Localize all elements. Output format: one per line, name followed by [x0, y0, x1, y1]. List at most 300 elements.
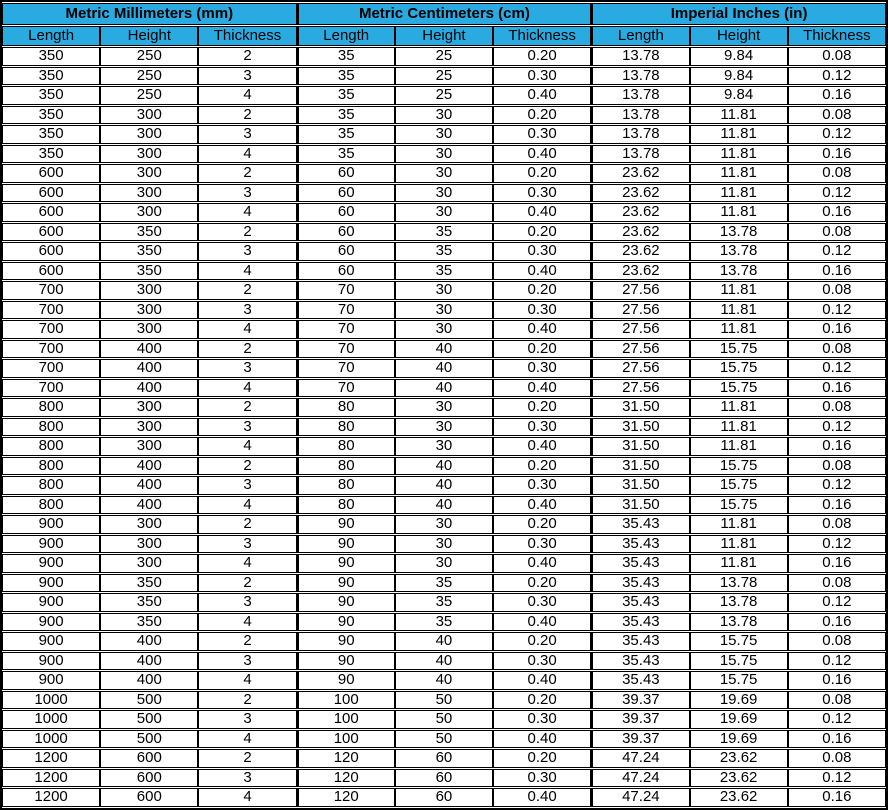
cell: 15.75	[690, 359, 788, 378]
cell: 80	[297, 398, 395, 417]
cell: 30	[395, 320, 493, 339]
table-row	[2, 574, 886, 593]
cell: 2	[198, 574, 296, 593]
cell: 1000	[2, 691, 100, 710]
cell: 0.40	[493, 145, 591, 164]
cell: 60	[297, 164, 395, 183]
cell: 40	[395, 476, 493, 495]
cell: 23.62	[591, 184, 689, 203]
cell: 600	[2, 242, 100, 261]
table-row	[2, 47, 886, 66]
cell: 35.43	[591, 574, 689, 593]
cell: 0.12	[788, 652, 886, 671]
cell: 23.62	[591, 262, 689, 281]
cell: 39.37	[591, 710, 689, 729]
cell: 0.40	[493, 437, 591, 456]
cell: 4	[198, 613, 296, 632]
cell: 300	[100, 301, 198, 320]
cell: 0.20	[493, 398, 591, 417]
cell: 700	[2, 379, 100, 398]
table-row	[2, 593, 886, 612]
cell: 2	[198, 47, 296, 66]
cell: 15.75	[690, 671, 788, 690]
cell: 31.50	[591, 418, 689, 437]
group-title-in: Imperial Inches (in)	[591, 3, 886, 25]
cell: 500	[100, 691, 198, 710]
cell: 90	[297, 671, 395, 690]
cell: 27.56	[591, 320, 689, 339]
cell: 80	[297, 457, 395, 476]
cell: 39.37	[591, 691, 689, 710]
table-row	[2, 710, 886, 729]
cell: 25	[395, 86, 493, 105]
cell: 30	[395, 203, 493, 222]
cell: 0.12	[788, 593, 886, 612]
cell: 13.78	[591, 106, 689, 125]
cell: 35.43	[591, 632, 689, 651]
cell: 35	[395, 242, 493, 261]
cell: 0.12	[788, 125, 886, 144]
cell: 0.30	[493, 242, 591, 261]
cell: 4	[198, 379, 296, 398]
cell: 600	[2, 164, 100, 183]
cell: 0.16	[788, 730, 886, 749]
cell: 300	[100, 398, 198, 417]
cell: 11.81	[690, 203, 788, 222]
cell: 0.20	[493, 47, 591, 66]
cell: 900	[2, 515, 100, 534]
cell: 30	[395, 106, 493, 125]
cell: 70	[297, 359, 395, 378]
cell: 3	[198, 125, 296, 144]
cell: 90	[297, 632, 395, 651]
table-row	[2, 515, 886, 534]
cell: 350	[100, 574, 198, 593]
cell: 0.08	[788, 281, 886, 300]
cell: 0.30	[493, 769, 591, 788]
cell: 0.30	[493, 184, 591, 203]
cell: 30	[395, 164, 493, 183]
cell: 350	[2, 86, 100, 105]
cell: 0.16	[788, 320, 886, 339]
cell: 2	[198, 632, 296, 651]
cell: 30	[395, 184, 493, 203]
cell: 9.84	[690, 67, 788, 86]
cell: 40	[395, 379, 493, 398]
cell: 30	[395, 398, 493, 417]
cell: 1200	[2, 788, 100, 807]
cell: 3	[198, 769, 296, 788]
cell: 4	[198, 437, 296, 456]
cell: 80	[297, 437, 395, 456]
cell: 400	[100, 496, 198, 515]
cell: 120	[297, 749, 395, 768]
cell: 40	[395, 359, 493, 378]
cell: 0.08	[788, 47, 886, 66]
cell: 0.20	[493, 223, 591, 242]
table-row	[2, 749, 886, 768]
cell: 300	[100, 125, 198, 144]
cell: 60	[395, 788, 493, 807]
cell: 31.50	[591, 398, 689, 417]
cell: 0.08	[788, 515, 886, 534]
table-row	[2, 788, 886, 807]
cell: 4	[198, 262, 296, 281]
cell: 13.78	[690, 593, 788, 612]
cell: 27.56	[591, 379, 689, 398]
table-row	[2, 67, 886, 86]
cell: 13.78	[690, 574, 788, 593]
table-row	[2, 340, 886, 359]
cell: 39.37	[591, 730, 689, 749]
cell: 0.30	[493, 710, 591, 729]
cell: 50	[395, 710, 493, 729]
cell: 15.75	[690, 340, 788, 359]
cell: 0.08	[788, 106, 886, 125]
cell: 300	[100, 437, 198, 456]
cell: 70	[297, 281, 395, 300]
cell: 0.16	[788, 496, 886, 515]
table-row	[2, 262, 886, 281]
cell: 0.20	[493, 457, 591, 476]
cell: 2	[198, 457, 296, 476]
cell: 15.75	[690, 632, 788, 651]
cell: 40	[395, 671, 493, 690]
cell: 30	[395, 301, 493, 320]
cell: 3	[198, 593, 296, 612]
cell: 80	[297, 476, 395, 495]
table-row	[2, 476, 886, 495]
cell: 4	[198, 788, 296, 807]
cell: 0.12	[788, 301, 886, 320]
cell: 70	[297, 320, 395, 339]
cell: 9.84	[690, 86, 788, 105]
cell: 250	[100, 67, 198, 86]
cell: 2	[198, 281, 296, 300]
cell: 350	[2, 125, 100, 144]
table-row	[2, 320, 886, 339]
cell: 35	[395, 574, 493, 593]
table-row	[2, 281, 886, 300]
cell: 27.56	[591, 340, 689, 359]
cell: 30	[395, 125, 493, 144]
cell: 23.62	[690, 749, 788, 768]
cell: 0.40	[493, 379, 591, 398]
cell: 3	[198, 418, 296, 437]
cell: 0.40	[493, 86, 591, 105]
cell: 0.20	[493, 749, 591, 768]
cell: 900	[2, 632, 100, 651]
table-row	[2, 769, 886, 788]
cell: 900	[2, 554, 100, 573]
cell: 0.30	[493, 652, 591, 671]
cell: 3	[198, 710, 296, 729]
cell: 0.16	[788, 379, 886, 398]
cell: 400	[100, 457, 198, 476]
cell: 300	[100, 554, 198, 573]
cell: 35	[297, 86, 395, 105]
cell: 4	[198, 145, 296, 164]
table-row	[2, 86, 886, 105]
cell: 60	[297, 242, 395, 261]
cell: 40	[395, 632, 493, 651]
cell: 9.84	[690, 47, 788, 66]
cell: 0.20	[493, 281, 591, 300]
cell: 60	[297, 262, 395, 281]
cell: 70	[297, 340, 395, 359]
cell: 35	[297, 47, 395, 66]
cell: 90	[297, 554, 395, 573]
cell: 50	[395, 730, 493, 749]
column-header-in-height: Height	[690, 26, 788, 46]
cell: 47.24	[591, 788, 689, 807]
cell: 400	[100, 652, 198, 671]
cell: 100	[297, 710, 395, 729]
cell: 11.81	[690, 145, 788, 164]
cell: 35	[395, 613, 493, 632]
cell: 900	[2, 593, 100, 612]
cell: 0.30	[493, 593, 591, 612]
cell: 1000	[2, 730, 100, 749]
cell: 0.16	[788, 437, 886, 456]
cell: 350	[100, 593, 198, 612]
cell: 19.69	[690, 710, 788, 729]
table-body	[2, 47, 886, 807]
table-row	[2, 554, 886, 573]
cell: 30	[395, 515, 493, 534]
cell: 0.16	[788, 613, 886, 632]
cell: 23.62	[591, 223, 689, 242]
cell: 13.78	[591, 47, 689, 66]
cell: 700	[2, 301, 100, 320]
cell: 0.20	[493, 574, 591, 593]
cell: 40	[395, 496, 493, 515]
cell: 35	[395, 262, 493, 281]
column-header-row	[2, 26, 886, 46]
table-row	[2, 242, 886, 261]
cell: 47.24	[591, 769, 689, 788]
group-title-cm: Metric Centimeters (cm)	[297, 3, 592, 25]
table-row	[2, 359, 886, 378]
cell: 15.75	[690, 476, 788, 495]
cell: 700	[2, 320, 100, 339]
cell: 13.78	[591, 125, 689, 144]
cell: 100	[297, 730, 395, 749]
cell: 800	[2, 398, 100, 417]
cell: 0.30	[493, 418, 591, 437]
cell: 30	[395, 418, 493, 437]
cell: 2	[198, 515, 296, 534]
cell: 3	[198, 67, 296, 86]
cell: 600	[2, 262, 100, 281]
cell: 50	[395, 691, 493, 710]
cell: 11.81	[690, 301, 788, 320]
cell: 13.78	[690, 223, 788, 242]
group-title-row	[2, 3, 886, 25]
cell: 60	[395, 749, 493, 768]
cell: 11.81	[690, 398, 788, 417]
cell: 0.08	[788, 398, 886, 417]
cell: 3	[198, 242, 296, 261]
cell: 700	[2, 340, 100, 359]
table-row	[2, 457, 886, 476]
cell: 0.12	[788, 535, 886, 554]
table-row	[2, 535, 886, 554]
cell: 70	[297, 301, 395, 320]
group-title-mm: Metric Millimeters (mm)	[2, 3, 297, 25]
cell: 0.20	[493, 515, 591, 534]
cell: 100	[297, 691, 395, 710]
cell: 0.30	[493, 359, 591, 378]
cell: 60	[297, 223, 395, 242]
cell: 35	[297, 125, 395, 144]
table-row	[2, 164, 886, 183]
cell: 31.50	[591, 496, 689, 515]
cell: 0.40	[493, 203, 591, 222]
cell: 35.43	[591, 554, 689, 573]
cell: 4	[198, 203, 296, 222]
cell: 11.81	[690, 184, 788, 203]
cell: 30	[395, 554, 493, 573]
cell: 120	[297, 769, 395, 788]
cell: 0.20	[493, 340, 591, 359]
cell: 250	[100, 86, 198, 105]
cell: 1200	[2, 749, 100, 768]
cell: 13.78	[690, 262, 788, 281]
table-row	[2, 496, 886, 515]
table-row	[2, 437, 886, 456]
cell: 30	[395, 437, 493, 456]
cell: 31.50	[591, 457, 689, 476]
table-row	[2, 652, 886, 671]
cell: 13.78	[591, 145, 689, 164]
cell: 0.08	[788, 457, 886, 476]
cell: 0.20	[493, 106, 591, 125]
cell: 47.24	[591, 749, 689, 768]
cell: 300	[100, 106, 198, 125]
cell: 0.16	[788, 262, 886, 281]
cell: 350	[100, 223, 198, 242]
cell: 70	[297, 379, 395, 398]
cell: 0.30	[493, 125, 591, 144]
cell: 600	[100, 769, 198, 788]
cell: 350	[2, 47, 100, 66]
column-header-cm-length: Length	[297, 26, 395, 46]
cell: 11.81	[690, 106, 788, 125]
table-row	[2, 125, 886, 144]
cell: 900	[2, 652, 100, 671]
cell: 4	[198, 730, 296, 749]
cell: 11.81	[690, 535, 788, 554]
cell: 0.30	[493, 67, 591, 86]
cell: 900	[2, 613, 100, 632]
cell: 80	[297, 418, 395, 437]
cell: 300	[100, 418, 198, 437]
cell: 0.40	[493, 320, 591, 339]
cell: 90	[297, 613, 395, 632]
cell: 0.12	[788, 476, 886, 495]
cell: 0.12	[788, 769, 886, 788]
column-header-mm-thickness: Thickness	[198, 26, 296, 46]
cell: 31.50	[591, 476, 689, 495]
cell: 3	[198, 184, 296, 203]
cell: 15.75	[690, 496, 788, 515]
table-row	[2, 691, 886, 710]
table-row	[2, 379, 886, 398]
cell: 3	[198, 476, 296, 495]
cell: 2	[198, 164, 296, 183]
cell: 27.56	[591, 359, 689, 378]
cell: 35	[395, 593, 493, 612]
cell: 300	[100, 281, 198, 300]
cell: 30	[395, 535, 493, 554]
table-row	[2, 223, 886, 242]
cell: 0.12	[788, 242, 886, 261]
cell: 0.12	[788, 359, 886, 378]
cell: 3	[198, 359, 296, 378]
cell: 11.81	[690, 437, 788, 456]
cell: 13.78	[690, 613, 788, 632]
cell: 800	[2, 476, 100, 495]
cell: 300	[100, 535, 198, 554]
cell: 40	[395, 340, 493, 359]
cell: 2	[198, 749, 296, 768]
cell: 80	[297, 496, 395, 515]
cell: 350	[2, 145, 100, 164]
cell: 3	[198, 301, 296, 320]
column-header-mm-length: Length	[2, 26, 100, 46]
cell: 90	[297, 593, 395, 612]
cell: 90	[297, 515, 395, 534]
cell: 600	[100, 749, 198, 768]
cell: 35.43	[591, 535, 689, 554]
cell: 900	[2, 671, 100, 690]
cell: 4	[198, 554, 296, 573]
cell: 27.56	[591, 281, 689, 300]
cell: 23.62	[591, 242, 689, 261]
cell: 30	[395, 145, 493, 164]
cell: 350	[100, 613, 198, 632]
cell: 11.81	[690, 164, 788, 183]
cell: 0.08	[788, 691, 886, 710]
cell: 2	[198, 106, 296, 125]
cell: 90	[297, 535, 395, 554]
cell: 500	[100, 730, 198, 749]
cell: 15.75	[690, 457, 788, 476]
cell: 0.08	[788, 164, 886, 183]
cell: 30	[395, 281, 493, 300]
cell: 700	[2, 281, 100, 300]
cell: 350	[100, 262, 198, 281]
cell: 0.16	[788, 86, 886, 105]
cell: 15.75	[690, 652, 788, 671]
cell: 2	[198, 223, 296, 242]
cell: 0.12	[788, 710, 886, 729]
column-header-in-thickness: Thickness	[788, 26, 886, 46]
cell: 4	[198, 320, 296, 339]
cell: 23.62	[591, 203, 689, 222]
cell: 15.75	[690, 379, 788, 398]
cell: 35.43	[591, 652, 689, 671]
cell: 300	[100, 164, 198, 183]
cell: 400	[100, 671, 198, 690]
cell: 0.08	[788, 632, 886, 651]
cell: 800	[2, 418, 100, 437]
cell: 35.43	[591, 671, 689, 690]
cell: 0.40	[493, 554, 591, 573]
cell: 0.30	[493, 535, 591, 554]
cell: 300	[100, 184, 198, 203]
